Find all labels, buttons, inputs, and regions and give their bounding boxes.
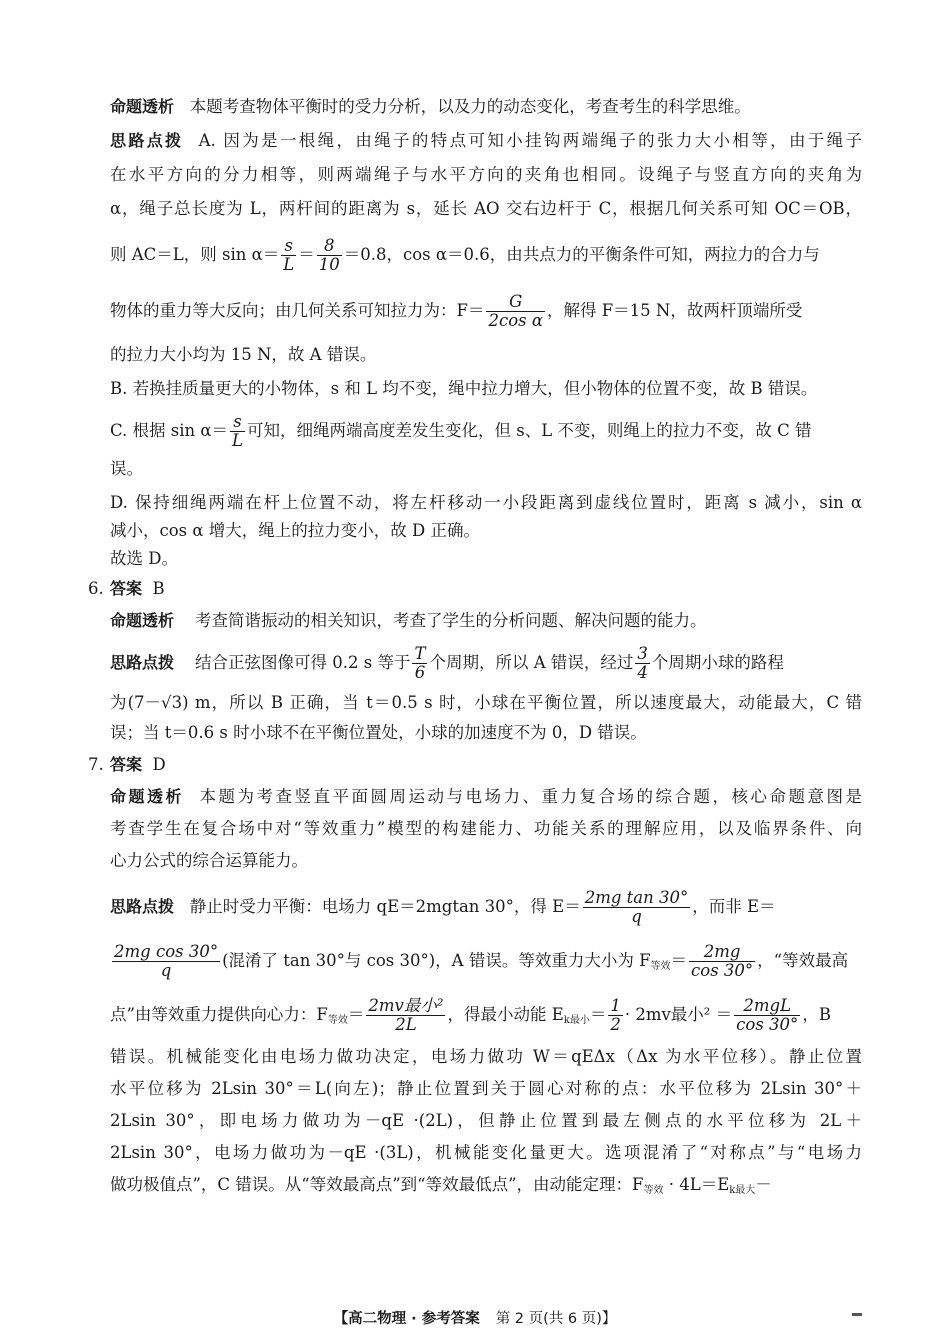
q5-silu-text-5b: ，解得 F＝15 N，故两杆顶端所受: [546, 301, 803, 320]
q7-silu-text-1a: 静止时受力平衡：电场力 qE＝2mgtan 30°，得 E＝: [189, 897, 581, 916]
q7-mingti-line-2: 考查学生在复合场中对“等效重力”模型的构建能力、功能关系的理解应用，以及临界条件、向: [110, 819, 862, 838]
subscript-kmax: k最大: [729, 1185, 756, 1196]
q5-mingti-line: [110, 96, 862, 118]
q6-silu-text-1a: 结合正弦图像可得 0.2 s 等于: [195, 653, 411, 672]
q7-silu-text-1b: ，而非 E＝: [692, 897, 776, 916]
frac-mgl-cos: [734, 997, 800, 1034]
q7-silu-line-1: [110, 884, 862, 930]
answer-content: [0, 96, 950, 1196]
q5-option-c-text-b: 可知，细绳两端高度差发生变化，但 s、L 不变，则绳上的拉力不变，故 C 错: [247, 421, 812, 440]
q6-mingti-line: [110, 610, 862, 632]
q7-silu-text-3c: ，得最小动能 E: [447, 1005, 564, 1024]
q7-silu-text-3a: 点”由等效重力提供向心力：F: [110, 1005, 328, 1024]
frac-num: 2mg tan 30°: [584, 888, 689, 907]
q7-silu-line-7: 2Lsin 30°，电场力做功为－qE ·(3L)，机械能变化量更大。选项混淆了“对称点”与“电场力: [110, 1143, 862, 1162]
q7-silu-line-5: 水平位移为 2Lsin 30°＝L(向左)；静止位置到关于圆心对称的点：水平位移为 2Lsin 30°＋: [110, 1079, 862, 1098]
q6-silu-line-2: 为(7－√3) m，所以 B 正确，当 t＝0.5 s 时，小球在平衡位置，所以速度最大，动能最大，C 错: [110, 693, 862, 712]
q5-option-d-1: D. 保持细绳两端在杆上位置不动，将左杆移动一小段距离到虚线位置时，距离 s 减小，sin α: [110, 493, 862, 512]
frac-half: [608, 997, 623, 1034]
frac-num: 2mg cos 30°: [114, 942, 219, 961]
footer-page-number: 第 2 页(共 6 页)】: [495, 1311, 617, 1327]
frac-den: q: [160, 961, 172, 980]
q5-silu-label: 思路点拨: [110, 131, 184, 150]
q6-answer: B: [152, 579, 165, 598]
frac-g-over-2cos: [486, 293, 545, 330]
frac-num: s: [230, 413, 245, 432]
q7-mingti-text-1: 本题为考查竖直平面圆周运动与电场力、重力复合场的综合题，核心命题意图是: [199, 787, 862, 806]
q5-mingti-text: 本题考查物体平衡时的受力分析，以及力的动态变化，考查考生的科学思维。: [189, 97, 751, 116]
q6-mingti-text: 考查简谐振动的相关知识，考查了学生的分析问题、解决问题的能力。: [195, 611, 707, 630]
q6-silu-text-1c: 个周期小球的路程: [651, 653, 784, 672]
q7-silu-text-8b: · 4L＝E: [663, 1175, 730, 1194]
frac-e-cos: [112, 943, 220, 980]
equals-sign: ＝: [589, 1005, 607, 1024]
equals-sign: ＝: [298, 245, 315, 264]
frac-num: 2mv最小²: [368, 996, 444, 1015]
q5-silu-line-2: 在水平方向的分力相等，则两端绳子与水平方向的夹角也相同。设绳子与竖直方向的夹角为: [110, 165, 862, 184]
q5-option-b: B. 若换挂质量更大的小物体，s 和 L 均不变，绳中拉力增大，但小物体的位置不变，故 B 错误。: [110, 379, 818, 398]
frac-den: cos 30°: [691, 961, 754, 980]
q5-option-c: [110, 410, 862, 452]
q7-mingti-line-1: [110, 786, 862, 808]
frac-num: 2mg: [689, 943, 755, 962]
frac-num: G: [486, 293, 545, 312]
q7-silu-text-2a: (混淆了 tan 30°与 cos 30°)，A 错误。等效重力大小为 F: [222, 951, 651, 970]
q5-silu-line-1: [110, 130, 862, 152]
frac-8-over-10: [317, 237, 342, 274]
frac-t-over-6: [412, 645, 427, 682]
q7-number: 7.: [88, 755, 104, 774]
q6-mingti-label: 命题透析: [110, 611, 175, 630]
q6-silu-line-3: 误；当 t＝0.6 s 时小球不在平衡位置处，小球的加速度不为 0，D 错误。: [110, 723, 647, 742]
frac-num: 3: [637, 644, 648, 663]
frac-2mg-cos: [689, 943, 755, 980]
q5-silu-line-5: [110, 288, 862, 334]
frac-den: L: [232, 431, 243, 450]
q7-silu-text-3e: · 2mv最小² ＝: [624, 1005, 733, 1024]
q5-silu-text-4b: ＝0.8，cos α＝0.6，由共点力的平衡条件可知，两拉力的合力与: [343, 245, 820, 264]
q7-silu-text-8c: －: [755, 1175, 772, 1194]
subscript-equivalent: 等效: [643, 1185, 664, 1196]
q6-silu-text-1b: 个周期，所以 A 错误，经过: [429, 653, 634, 672]
frac-num: T: [414, 644, 426, 663]
q6-silu-line-1: [110, 642, 862, 684]
q5-silu-text-4a: 则 AC＝L，则 sin α＝: [110, 245, 280, 264]
equals-sign: ＝: [347, 1005, 365, 1024]
q6-answer-line: [88, 578, 862, 600]
q7-silu-text-2c: ，“等效最高: [757, 951, 849, 970]
q5-option-c-text-a: C. 根据 sin α＝: [110, 421, 229, 440]
q7-answer: D: [152, 755, 166, 774]
frac-num: s: [281, 237, 296, 256]
q7-silu-line-8: [110, 1174, 862, 1196]
subscript-kmin: k最小: [563, 1015, 590, 1026]
q6-silu-label: 思路点拨: [110, 653, 175, 672]
q5-silu-text-1: A. 因为是一根绳，由绳子的特点可知小挂钩两端绳子的张力大小相等，由于绳子: [198, 131, 862, 150]
frac-den: L: [283, 255, 295, 274]
q5-mingti-label: 命题透析: [110, 97, 175, 116]
subscript-equivalent: 等效: [327, 1015, 348, 1026]
frac-den: 2: [610, 1015, 621, 1034]
page-footer: [0, 1307, 950, 1328]
frac-den: 6: [414, 663, 426, 682]
frac-mv-2l: [366, 997, 445, 1034]
frac-num: 1: [610, 996, 621, 1015]
corner-mark: [852, 1313, 862, 1316]
q7-mingti-line-3: 心力公式的综合运算能力。: [110, 851, 308, 870]
frac-3-over-4: [635, 645, 650, 682]
q7-silu-line-3: [110, 992, 862, 1038]
frac-den: q: [631, 907, 642, 926]
q5-conclusion: 故选 D。: [110, 549, 178, 568]
q7-silu-text-3f: ，B: [802, 1005, 831, 1024]
q7-silu-text-8a: 做功极值点”，C 错误。从“等效最高点”到“等效最低点”，由动能定理：F: [110, 1175, 644, 1194]
q7-silu-line-2: [110, 938, 862, 984]
q5-option-d-2: 减小，cos α 增大，绳上的拉力变小，故 D 正确。: [110, 521, 480, 540]
frac-s-over-l: [281, 237, 296, 274]
q5-silu-line-4: [110, 232, 862, 278]
q7-silu-label: 思路点拨: [110, 897, 175, 916]
q5-silu-text-5a: 物体的重力等大反向；由几何关系可知拉力为：F＝: [110, 301, 485, 320]
q5-option-c-end: 误。: [110, 459, 143, 478]
frac-num: 8: [317, 237, 342, 256]
q6-number: 6.: [88, 579, 104, 598]
q5-silu-line-3: α，绳子总长度为 L，两杆间的距离为 s，延长 AO 交右边杆于 C，根据几何关系可知 OC＝OB，: [110, 199, 862, 218]
frac-s-over-l-c: [230, 413, 245, 450]
frac-den: cos 30°: [736, 1015, 799, 1034]
frac-num: 2mgL: [734, 997, 800, 1016]
q7-mingti-label: 命题透析: [110, 787, 184, 806]
frac-e-tan: [583, 889, 691, 926]
q7-silu-line-4: 错误。机械能变化由电场力做功决定，电场力做功 W＝qEΔx（Δx 为水平位移）。静止位置: [110, 1047, 862, 1066]
footer-title: 【高二物理 · 参考答案: [333, 1311, 480, 1327]
q7-answer-line: [88, 754, 862, 776]
frac-den: 2L: [395, 1015, 417, 1034]
q7-answer-label: 答案: [110, 755, 143, 774]
q6-answer-label: 答案: [110, 579, 143, 598]
frac-den: 10: [318, 255, 340, 274]
subscript-equivalent: 等效: [650, 961, 671, 972]
equals-sign: ＝: [670, 951, 688, 970]
frac-den: 2cos α: [488, 311, 543, 330]
q7-silu-line-6: 2Lsin 30°，即电场力做功为－qE ·(2L)，但静止位置到最左侧点的水平位移为 2L＋: [110, 1111, 862, 1130]
frac-den: 4: [637, 663, 648, 682]
q5-silu-line-6: 的拉力大小均为 15 N，故 A 错误。: [110, 345, 377, 364]
